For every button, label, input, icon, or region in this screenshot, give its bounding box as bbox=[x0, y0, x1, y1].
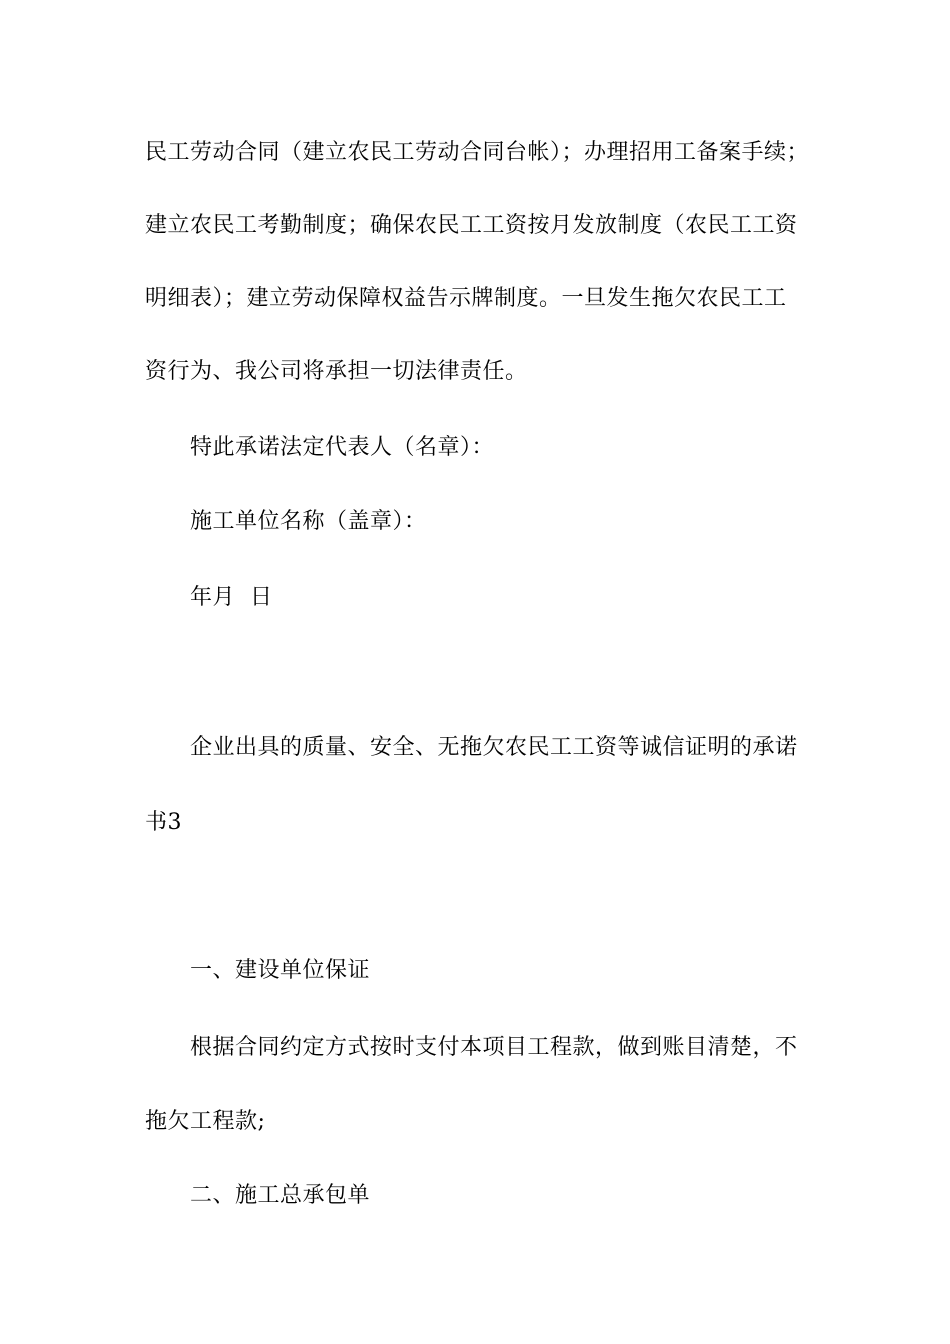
section-title-line: 书3 bbox=[145, 810, 182, 835]
paragraph-line: 资行为、我公司将承担一切法律责任。 bbox=[145, 359, 528, 384]
heading-general-contractor: 二、施工总承包单 bbox=[190, 1183, 371, 1208]
heading-construction-unit: 一、建设单位保证 bbox=[190, 958, 371, 983]
paragraph-line: 建立农民工考勤制度；确保农民工工资按月发放制度（农民工工资 bbox=[145, 213, 798, 238]
paragraph-line: 拖欠工程款; bbox=[145, 1109, 266, 1134]
section-title-line: 企业出具的质量、安全、无拖欠农民工工资等诚信证明的承诺 bbox=[190, 735, 798, 760]
unit-name-seal-line: 施工单位名称（盖章）： bbox=[190, 509, 427, 534]
date-line: 年月 日 bbox=[190, 585, 273, 610]
commitment-signature-line: 特此承诺法定代表人（名章）： bbox=[190, 435, 495, 460]
paragraph-line: 根据合同约定方式按时支付本项目工程款，做到账目清楚，不 bbox=[190, 1035, 798, 1060]
paragraph-line: 民工劳动合同（建立农民工劳动合同台帐）；办理招用工备案手续； bbox=[145, 140, 810, 165]
paragraph-line: 明细表）；建立劳动保障权益告示牌制度。一旦发生拖欠农民工工 bbox=[145, 286, 787, 311]
